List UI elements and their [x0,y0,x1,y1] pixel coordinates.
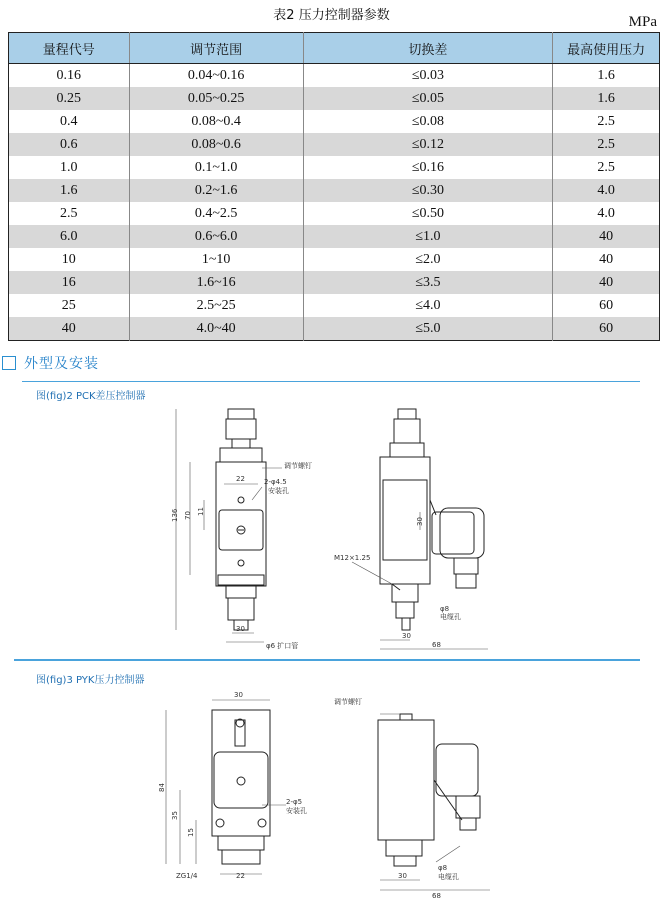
fig2-front-view [216,409,266,630]
cell-max-pressure: 4.0 [597,205,615,221]
cell-max-pressure: 2.5 [597,113,615,129]
cell-range-code: 25 [9,294,130,317]
fig3-dim-30-top: 30 [234,691,243,699]
fig3-screw-label: 调节螺钉 [334,698,362,706]
cell-max-pressure: 60 [553,317,660,341]
fig3-dim-84: 84 [158,783,166,792]
cell-switch-diff: ≤0.16 [303,156,553,179]
cell-range-code: 0.25 [9,87,130,110]
cell-max-pressure: 4.0 [553,179,660,202]
cell-range-code: 0.4 [9,110,130,133]
fig2-dim-30-front: 30 [236,625,245,633]
fig3-dim-hole: 2-φ5 [286,798,303,806]
fig2-caption: 图(fig)2 PCK差压控制器 [36,391,146,402]
fig3-dim-30-side: 30 [398,872,407,880]
cell-max-pressure: 40 [553,271,660,294]
cell-switch-diff: ≤0.08 [303,110,553,133]
cell-range-code: 6.0 [9,225,130,248]
fig3-cable-label: 电缆孔 [438,873,459,881]
cell-range-code: 16 [9,271,130,294]
fig3-cable-dim: φ8 [438,864,448,872]
fig2-dim-30-side: 30 [402,632,411,640]
cell-switch-diff: ≤4.0 [303,294,553,317]
cell-range-code: 0.16 [9,64,130,88]
cell-adjust-range: 0.05~0.25 [129,87,303,110]
cell-adjust-range: 0.6~6.0 [129,225,303,248]
cell-range-code: 10 [9,248,130,271]
fig3-caption: 图(fig)3 PYK压力控制器 [36,675,145,686]
cell-adjust-range: 0.08~0.6 [129,133,303,156]
fig2-dim-hole: 2-φ4.5 [264,478,287,486]
fig2-side-view [380,409,484,630]
cell-max-pressure: 40 [599,251,614,267]
fig2-port-label: φ6 扩口管 [266,642,299,650]
header-adjust-range: 调节范围 [129,33,303,64]
fig3-front-view [212,710,270,864]
fig3-side-view [378,714,480,866]
header-max-pressure: 最高使用压力 [553,33,660,64]
cell-switch-diff: ≤2.0 [303,248,553,271]
fig2-cable-dim: φ8 [440,605,450,613]
cell-adjust-range: 0.4~2.5 [129,202,303,225]
table-unit: MPa [628,14,657,30]
section-title: 外型及安装 [24,356,99,372]
cell-adjust-range: 1.6~16 [129,271,303,294]
cell-switch-diff: ≤0.03 [303,64,553,88]
fig3-dim-68: 68 [432,892,441,900]
cell-switch-diff: ≤0.05 [303,87,553,110]
cell-max-pressure: 2.5 [597,159,615,175]
cell-max-pressure: 1.6 [597,67,615,83]
cell-switch-diff: ≤5.0 [303,317,553,341]
cell-max-pressure: 60 [599,297,614,313]
fig3-dim-15: 15 [187,828,195,837]
cell-range-code: 40 [9,317,130,341]
cell-adjust-range: 1~10 [129,248,303,271]
cell-range-code: 0.6 [9,133,130,156]
cell-switch-diff: ≤1.0 [303,225,553,248]
cell-adjust-range: 0.1~1.0 [129,156,303,179]
cell-range-code: 1.6 [9,179,130,202]
cell-switch-diff: ≤0.50 [303,202,553,225]
cell-range-code: 1.0 [9,156,130,179]
cell-adjust-range: 0.2~1.6 [129,179,303,202]
fig2-thread-label: M12×1.25 [334,554,371,562]
fig2-dim-136: 136 [171,508,179,522]
cell-adjust-range: 4.0~40 [129,317,303,341]
fig2-dim-11: 11 [197,507,205,516]
fig3-hole-label: 安装孔 [286,807,307,815]
fig2-hole-label: 安装孔 [268,487,289,495]
cell-max-pressure: 1.6 [553,87,660,110]
fig2-dim-68: 68 [432,641,441,649]
header-switch-diff: 切换差 [303,33,553,64]
fig3-dim-35: 35 [171,811,179,820]
cell-adjust-range: 0.04~0.16 [129,64,303,88]
cell-adjust-range: 2.5~25 [129,294,303,317]
cell-max-pressure: 40 [553,225,660,248]
fig2-cable-label: 电缆孔 [440,613,461,621]
cell-adjust-range: 0.08~0.4 [129,110,303,133]
cell-switch-diff: ≤0.12 [303,133,553,156]
header-range-code: 量程代号 [9,33,130,64]
fig3-thread-label: ZG1/4 [176,872,198,880]
fig3-dim-22: 22 [236,872,245,880]
cell-switch-diff: ≤0.30 [303,179,553,202]
fig2-dim-70: 70 [184,511,192,520]
table-title: 表2 压力控制器参数 [273,8,390,23]
cell-switch-diff: ≤3.5 [303,271,553,294]
fig2-dim-30-v: 30 [416,517,424,526]
cell-max-pressure: 2.5 [553,133,660,156]
fig2-screw-label: 调节螺钉 [284,462,312,470]
cell-range-code: 2.5 [9,202,130,225]
fig2-dim-22: 22 [236,475,245,483]
